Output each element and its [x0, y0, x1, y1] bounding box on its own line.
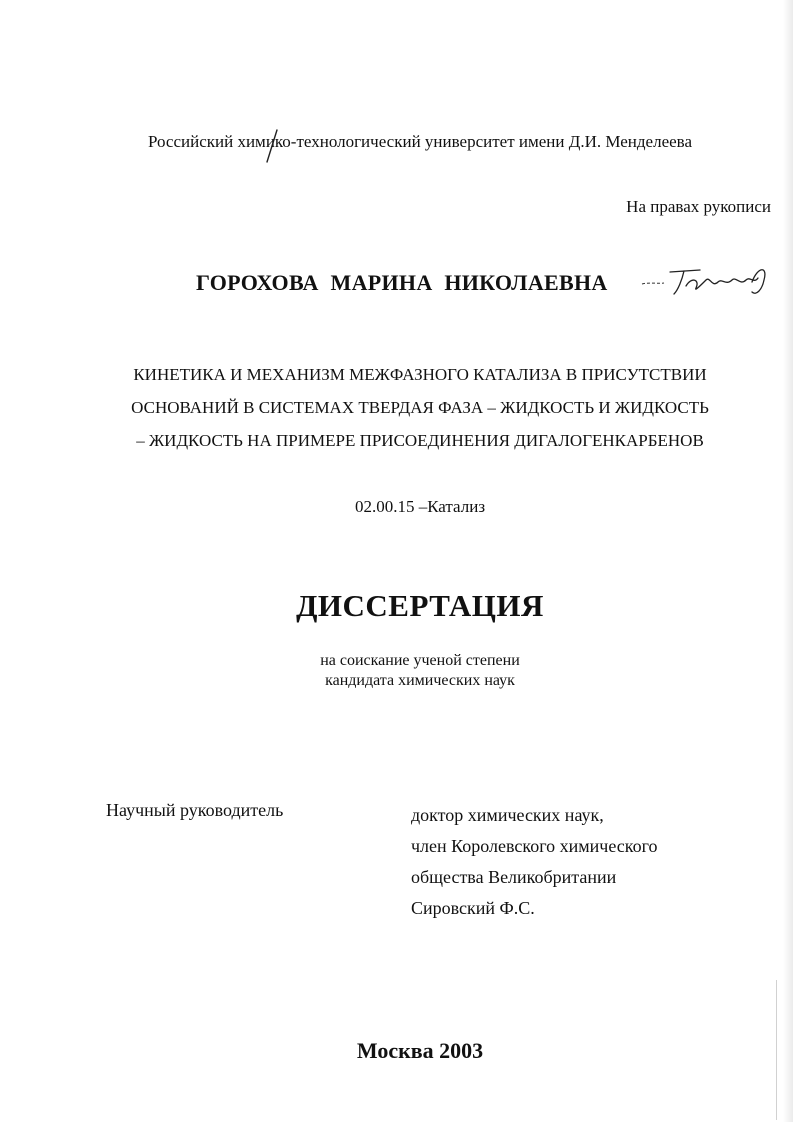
supervisor-info-line: общества Великобритании — [411, 867, 617, 887]
university-name: Российский химико-технологический университет имени Д.И. Менделеева — [147, 132, 693, 151]
city-and-year: Москва 2003 — [356, 1038, 484, 1063]
thesis-title-line: КИНЕТИКА И МЕХАНИЗМ МЕЖФАЗНОГО КАТАЛИЗА В ПРИСУТСТВИИ — [133, 365, 707, 384]
thesis-title-line: ОСНОВАНИЙ В СИСТЕМАХ ТВЕРДАЯ ФАЗА – ЖИДКОСТЬ И ЖИДКОСТЬ — [131, 398, 709, 417]
degree-line: кандидата химических наук — [325, 672, 515, 689]
degree-line: на соискание ученой степени — [320, 652, 520, 669]
specialty-code: 02.00.15 –Катализ — [354, 497, 486, 516]
thesis-title-line: – ЖИДКОСТЬ НА ПРИМЕРЕ ПРИСОЕДИНЕНИЯ ДИГАЛОГЕНКАРБЕНОВ — [136, 431, 704, 450]
author-name: ГОРОХОВА МАРИНА НИКОЛАЕВНА — [196, 270, 608, 295]
degree-statement — [0, 651, 793, 691]
supervisor-info-line: член Королевского химического — [411, 836, 658, 856]
supervisor-info-line: доктор химических наук, — [411, 805, 604, 825]
supervisor-info — [411, 800, 658, 924]
author-signature — [640, 262, 780, 302]
document-type-heading: ДИССЕРТАЦИЯ — [296, 588, 544, 623]
supervisor-label: Научный руководитель — [106, 800, 284, 820]
thesis-title — [0, 358, 793, 457]
manuscript-rights-note: На правах рукописи — [626, 197, 771, 216]
page-edge-shadow — [783, 0, 793, 1122]
supervisor-info-line: Сировский Ф.С. — [411, 898, 535, 918]
pen-stroke-mark — [257, 126, 287, 166]
